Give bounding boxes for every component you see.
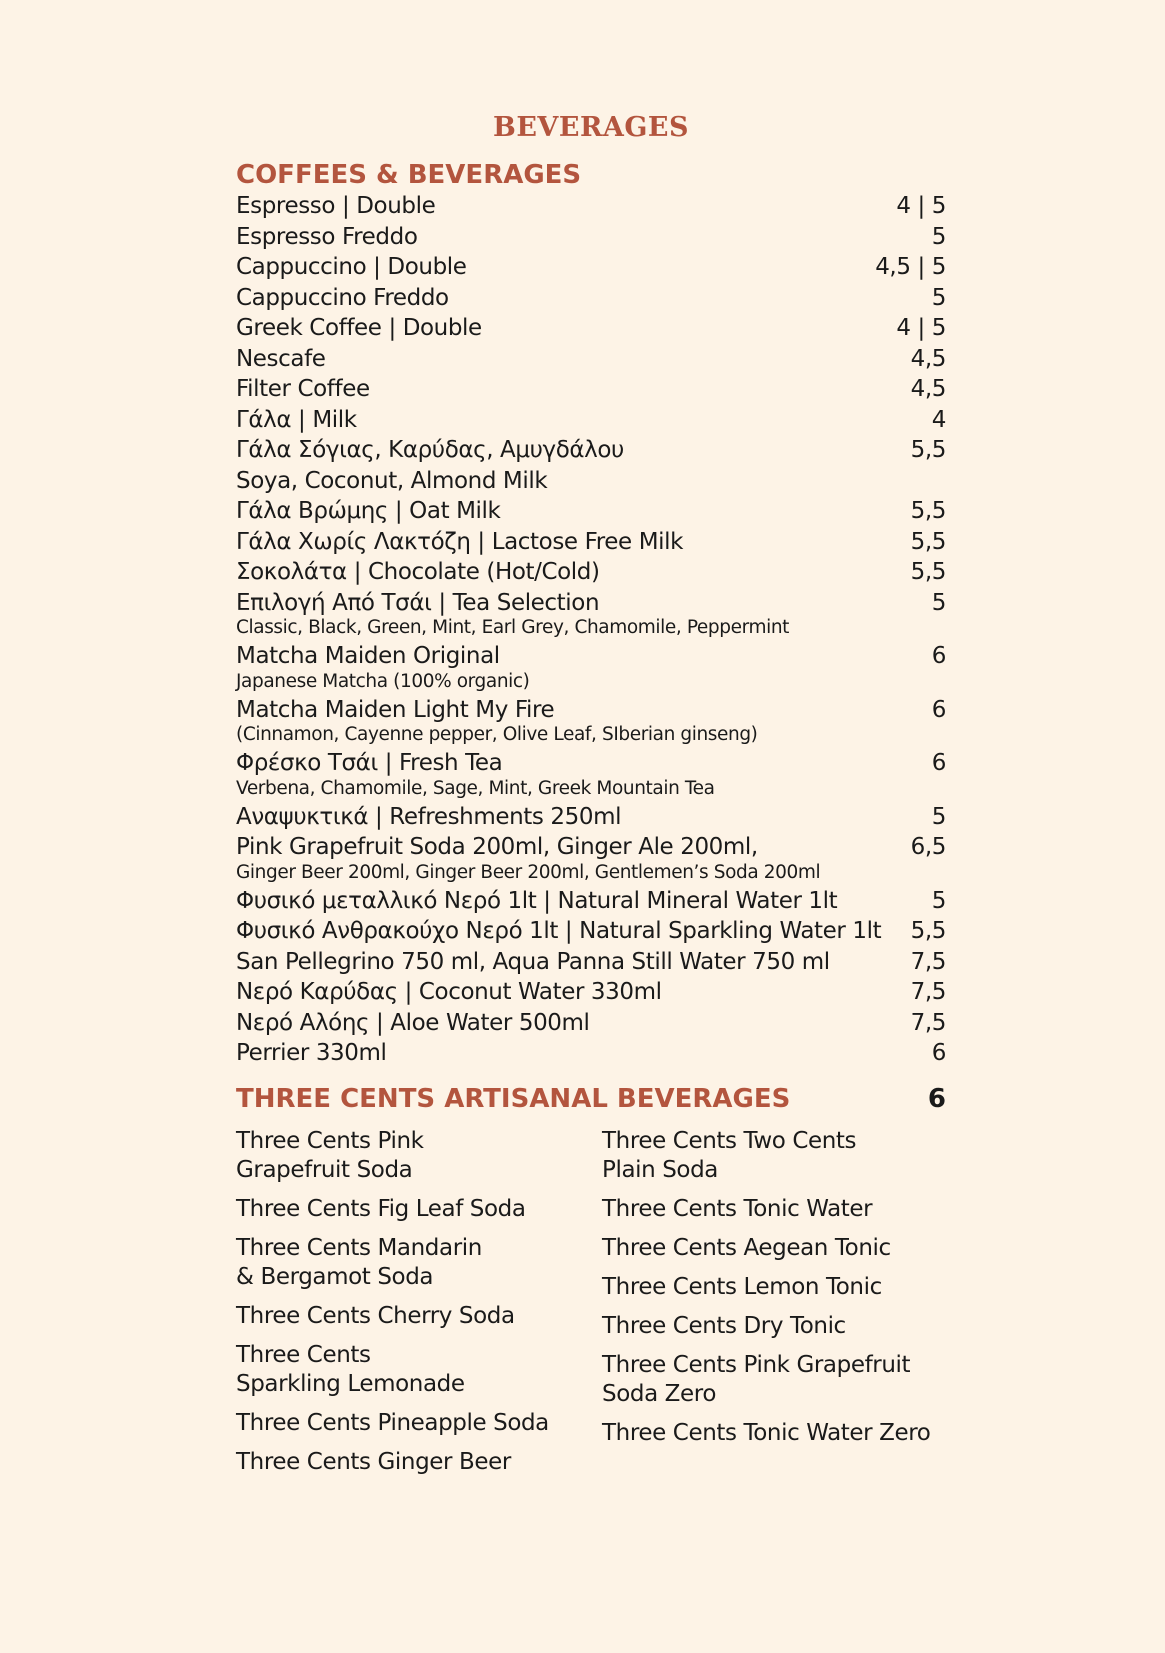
menu-item-name: Filter Coffee — [236, 376, 370, 402]
artisanal-item: Three Cents Sparkling Lemonade — [236, 1341, 465, 1397]
menu-item-price: 7,5 — [910, 979, 946, 1005]
menu-item — [236, 641, 946, 694]
menu-item-name: Cappuccino | Double — [236, 254, 467, 280]
menu-item-name: Pink Grapefruit Soda 200ml, Ginger Ale 200ml, — [236, 834, 758, 860]
coffees-section — [236, 159, 946, 1069]
menu-item — [236, 748, 946, 801]
menu-item — [236, 252, 946, 283]
menu-item-name: Φυσικό Ανθρακούχο Νερό 1lt | Natural Sparkling Water 1lt — [236, 918, 882, 944]
artisanal-heading — [236, 1083, 946, 1115]
menu-item-price: 6,5 — [910, 834, 946, 860]
menu-item-row — [236, 313, 946, 344]
menu-item-row — [236, 588, 946, 619]
menu-item — [236, 1008, 946, 1039]
menu-item — [236, 466, 946, 497]
artisanal-left-column — [236, 1127, 602, 1487]
menu-item-price: 5,5 — [910, 559, 946, 585]
artisanal-price: 6 — [927, 1083, 946, 1114]
menu-item-name: Φυσικό μεταλλικό Νερό 1lt | Natural Mineral Water 1lt — [236, 887, 838, 914]
menu-item-row — [236, 695, 946, 726]
menu-item-name: Cappuccino Freddo — [236, 284, 449, 311]
menu-item — [236, 916, 946, 947]
artisanal-item: Three Cents Pink Grapefruit Soda — [236, 1127, 424, 1183]
menu-item-price: 4 | 5 — [896, 193, 946, 219]
menu-item-name: Γάλα Βρώμης | Oat Milk — [236, 498, 501, 524]
menu-item — [236, 695, 946, 748]
menu-item-row — [236, 222, 946, 253]
artisanal-item: Three Cents Tonic Water Zero — [602, 1419, 931, 1446]
menu-item-price: 5,5 — [910, 918, 946, 944]
menu-page — [236, 112, 946, 1487]
menu-item — [236, 886, 946, 917]
menu-item-row — [236, 496, 946, 527]
coffees-heading-label: COFFEES & BEVERAGES — [236, 160, 582, 190]
menu-item-price: 6 — [931, 750, 946, 776]
menu-item — [236, 802, 946, 833]
artisanal-item: Three Cents Cherry Soda — [236, 1302, 515, 1329]
menu-item-name: Νερό Αλόης | Aloe Water 500ml — [236, 1009, 590, 1036]
menu-item-row — [236, 191, 946, 222]
menu-item-row — [236, 1008, 946, 1039]
menu-item-row — [236, 557, 946, 588]
coffees-list — [236, 191, 946, 1069]
menu-item-row — [236, 252, 946, 283]
menu-item-price: 6 — [931, 1040, 946, 1066]
menu-item-name: Nescafe — [236, 345, 326, 372]
menu-item-row — [236, 916, 946, 947]
menu-item-description: Verbena, Chamomile, Sage, Mint, Greek Mountain Tea — [236, 777, 715, 799]
menu-item-price: 5 — [931, 803, 946, 830]
menu-item-name: Γάλα Χωρίς Λακτόζη | Lactose Free Milk — [236, 528, 684, 555]
menu-item-name: Γάλα | Milk — [236, 406, 357, 433]
menu-item-description: Classic, Black, Green, Mint, Earl Grey, Chamomile, Peppermint — [236, 617, 789, 638]
menu-item — [236, 832, 946, 885]
menu-item-price: 5,5 — [910, 498, 946, 524]
menu-item — [236, 313, 946, 344]
menu-item-row — [236, 748, 946, 779]
menu-item-description: Ginger Beer 200ml, Ginger Beer 200ml, Gentlemen’s Soda 200ml — [236, 861, 821, 883]
menu-item-price: 5,5 — [910, 528, 946, 555]
menu-item — [236, 496, 946, 527]
menu-item-name: Φρέσκο Τσάι | Fresh Tea — [236, 750, 503, 776]
menu-item-price: 5 — [931, 589, 946, 616]
menu-item-name: San Pellegrino 750 ml, Aqua Panna Still Water 750 ml — [236, 948, 830, 975]
menu-item — [236, 405, 946, 436]
menu-item-price: 7,5 — [910, 1009, 946, 1036]
menu-item-row — [236, 435, 946, 466]
artisanal-right-column — [602, 1127, 946, 1487]
menu-item-name: Νερό Καρύδας | Coconut Water 330ml — [236, 979, 662, 1005]
menu-item — [236, 222, 946, 253]
menu-item-price: 4,5 — [910, 376, 946, 402]
artisanal-item: Three Cents Dry Tonic — [602, 1312, 846, 1339]
artisanal-item: Three Cents Aegean Tonic — [602, 1234, 891, 1261]
menu-item-price: 4,5 | 5 — [875, 254, 946, 280]
menu-item-row — [236, 374, 946, 405]
menu-item-row — [236, 832, 946, 863]
menu-item-price: 7,5 — [910, 948, 946, 975]
menu-item — [236, 557, 946, 588]
menu-item-price: 6 — [931, 643, 946, 669]
artisanal-section — [236, 1083, 946, 1487]
artisanal-item: Three Cents Lemon Tonic — [602, 1273, 882, 1300]
menu-item-name: Γάλα Σόγιας, Καρύδας, Αμυγδάλου — [236, 437, 624, 463]
menu-item — [236, 283, 946, 314]
menu-item-row — [236, 947, 946, 978]
artisanal-heading-label: THREE CENTS ARTISANAL BEVERAGES — [236, 1083, 791, 1114]
menu-item-row — [236, 344, 946, 375]
menu-item-name: Greek Coffee | Double — [236, 315, 482, 341]
menu-item-row — [236, 641, 946, 672]
menu-item-row — [236, 283, 946, 314]
menu-item-row — [236, 802, 946, 833]
menu-item-price: 5 — [931, 223, 946, 250]
artisanal-item: Three Cents Pineapple Soda — [236, 1409, 549, 1436]
menu-item-name: Αναψυκτικά | Refreshments 250ml — [236, 803, 622, 830]
menu-item-price: 4 | 5 — [896, 315, 946, 341]
artisanal-item: Three Cents Two Cents Plain Soda — [602, 1127, 857, 1183]
artisanal-item: Three Cents Pink Grapefruit Soda Zero — [602, 1351, 911, 1407]
menu-item-name: Perrier 330ml — [236, 1040, 387, 1066]
artisanal-item: Three Cents Tonic Water — [602, 1195, 873, 1222]
artisanal-item: Three Cents Fig Leaf Soda — [236, 1195, 526, 1222]
artisanal-columns — [236, 1127, 946, 1487]
artisanal-item: Three Cents Ginger Beer — [236, 1448, 511, 1475]
menu-item-description: Japanese Matcha (100% organic) — [236, 670, 530, 692]
menu-item-price: 4 — [931, 406, 946, 433]
menu-item-price: 6 — [931, 696, 946, 723]
menu-item-name: Matcha Maiden Light My Fire — [236, 696, 555, 723]
coffees-heading — [236, 159, 946, 191]
menu-item-row — [236, 527, 946, 558]
menu-item-name: Matcha Maiden Original — [236, 643, 500, 669]
menu-item-row — [236, 1038, 946, 1069]
menu-item-name: Espresso Freddo — [236, 223, 418, 250]
menu-item — [236, 588, 946, 641]
menu-item — [236, 947, 946, 978]
menu-item-description: (Cinnamon, Cayenne pepper, Olive Leaf, SIberian ginseng) — [236, 724, 758, 745]
menu-item — [236, 374, 946, 405]
menu-item-name: Soya, Coconut, Almond Milk — [236, 467, 548, 494]
menu-item-name: Espresso | Double — [236, 193, 436, 219]
menu-item-row — [236, 977, 946, 1008]
menu-item-row — [236, 405, 946, 436]
menu-item-price: 4,5 — [910, 345, 946, 372]
page-title: BEVERAGES — [493, 112, 689, 143]
menu-item-name: Σοκολάτα | Chocolate (Hot/Cold) — [236, 559, 600, 585]
artisanal-item: Three Cents Mandarin & Bergamot Soda — [236, 1234, 482, 1290]
menu-item-row — [236, 886, 946, 917]
menu-item — [236, 977, 946, 1008]
menu-item — [236, 191, 946, 222]
menu-item-price: 5 — [931, 887, 946, 914]
menu-item-row — [236, 466, 946, 497]
menu-item — [236, 527, 946, 558]
menu-item-price: 5 — [931, 284, 946, 311]
menu-item — [236, 435, 946, 466]
menu-item-name: Επιλογή Από Τσάι | Tea Selection — [236, 589, 600, 616]
menu-item-price: 5,5 — [910, 437, 946, 463]
menu-item — [236, 1038, 946, 1069]
menu-item — [236, 344, 946, 375]
